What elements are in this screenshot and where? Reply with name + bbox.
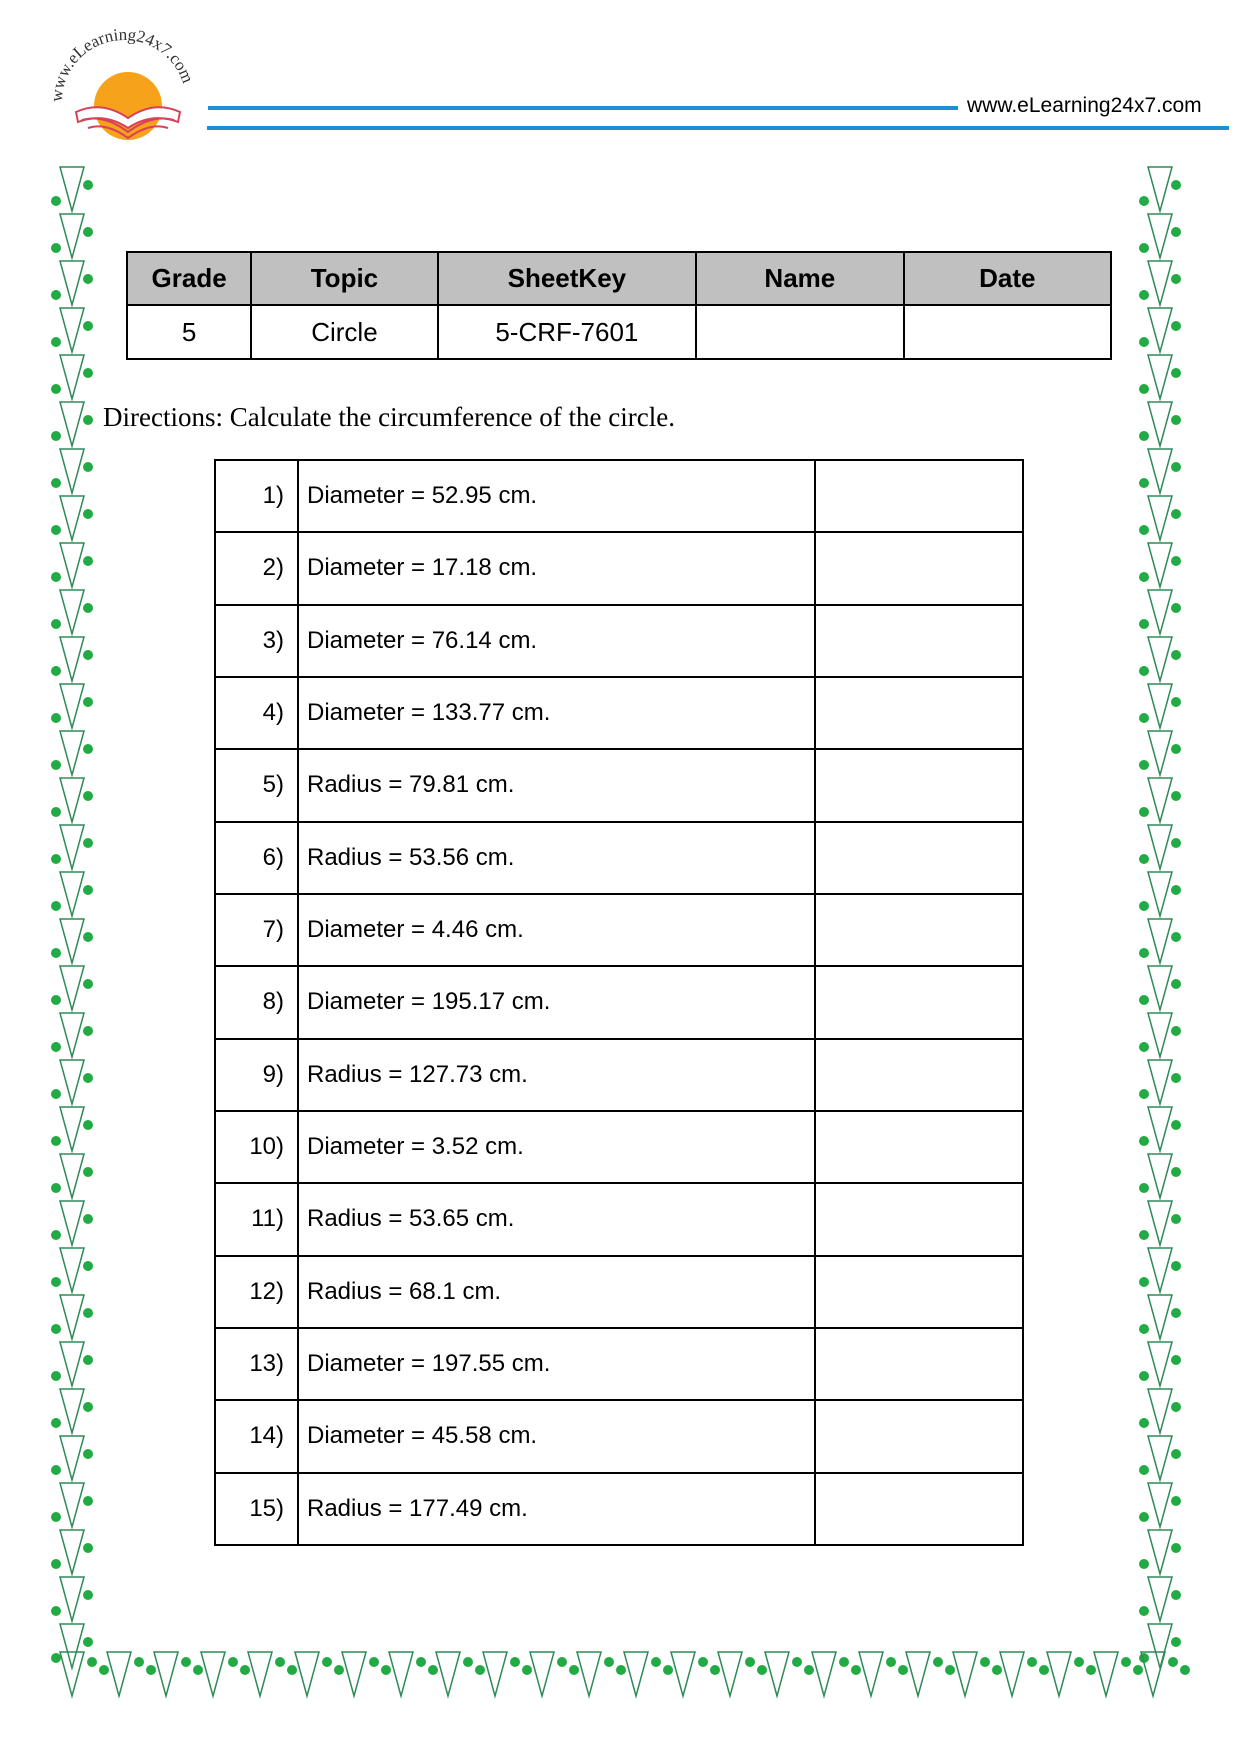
question-number: 4) [215,677,298,749]
question-row [215,1183,1023,1255]
question-number: 7) [215,894,298,966]
answer-field[interactable] [815,1473,1023,1545]
logo-text: www.eLearning24x7.com [46,24,198,103]
question-text: Diameter = 197.55 cm. [298,1328,815,1400]
topic-header: Topic [251,252,437,305]
question-row [215,1473,1023,1545]
question-row [215,966,1023,1038]
sheetkey-header: SheetKey [438,252,697,305]
question-row [215,822,1023,894]
question-number: 14) [215,1400,298,1472]
question-row [215,894,1023,966]
answer-field[interactable] [815,966,1023,1038]
sheetkey-value: 5-CRF-7601 [438,305,697,359]
question-row [215,1328,1023,1400]
answer-field[interactable] [815,1400,1023,1472]
question-text: Radius = 177.49 cm. [298,1473,815,1545]
answer-field[interactable] [815,605,1023,677]
answer-field[interactable] [815,677,1023,749]
question-number: 15) [215,1473,298,1545]
question-number: 10) [215,1111,298,1183]
question-text: Radius = 53.56 cm. [298,822,815,894]
grade-header: Grade [127,252,251,305]
question-text: Diameter = 52.95 cm. [298,460,815,532]
name-field[interactable] [696,305,903,359]
info-value-row [127,305,1111,359]
question-text: Radius = 53.65 cm. [298,1183,815,1255]
question-row [215,677,1023,749]
question-number: 11) [215,1183,298,1255]
date-header: Date [904,252,1111,305]
question-row [215,1111,1023,1183]
question-row [215,1039,1023,1111]
answer-field[interactable] [815,822,1023,894]
answer-field[interactable] [815,532,1023,604]
question-number: 1) [215,460,298,532]
answer-field[interactable] [815,460,1023,532]
answer-field[interactable] [815,1111,1023,1183]
site-url: www.eLearning24x7.com [967,94,1202,117]
question-number: 2) [215,532,298,604]
question-row [215,1400,1023,1472]
question-number: 5) [215,749,298,821]
answer-field[interactable] [815,894,1023,966]
info-header-row [127,252,1111,305]
answer-field[interactable] [815,1256,1023,1328]
question-row [215,532,1023,604]
question-text: Radius = 68.1 cm. [298,1256,815,1328]
question-text: Diameter = 3.52 cm. [298,1111,815,1183]
question-row [215,749,1023,821]
question-text: Radius = 79.81 cm. [298,749,815,821]
question-text: Diameter = 45.58 cm. [298,1400,815,1472]
name-header: Name [696,252,903,305]
question-text: Diameter = 76.14 cm. [298,605,815,677]
answer-field[interactable] [815,749,1023,821]
directions: Directions: Calculate the circumference of the circle. [103,402,675,432]
question-text: Radius = 127.73 cm. [298,1039,815,1111]
question-number: 13) [215,1328,298,1400]
topic-value: Circle [251,305,437,359]
question-row [215,1256,1023,1328]
question-number: 3) [215,605,298,677]
question-row [215,460,1023,532]
question-text: Diameter = 195.17 cm. [298,966,815,1038]
question-number: 8) [215,966,298,1038]
date-field[interactable] [904,305,1111,359]
info-table [126,251,1112,360]
question-text: Diameter = 17.18 cm. [298,532,815,604]
question-number: 12) [215,1256,298,1328]
question-text: Diameter = 133.77 cm. [298,677,815,749]
question-text: Diameter = 4.46 cm. [298,894,815,966]
question-number: 9) [215,1039,298,1111]
question-row [215,605,1023,677]
question-number: 6) [215,822,298,894]
questions-table [214,459,1024,1546]
answer-field[interactable] [815,1328,1023,1400]
grade-value: 5 [127,305,251,359]
answer-field[interactable] [815,1183,1023,1255]
answer-field[interactable] [815,1039,1023,1111]
